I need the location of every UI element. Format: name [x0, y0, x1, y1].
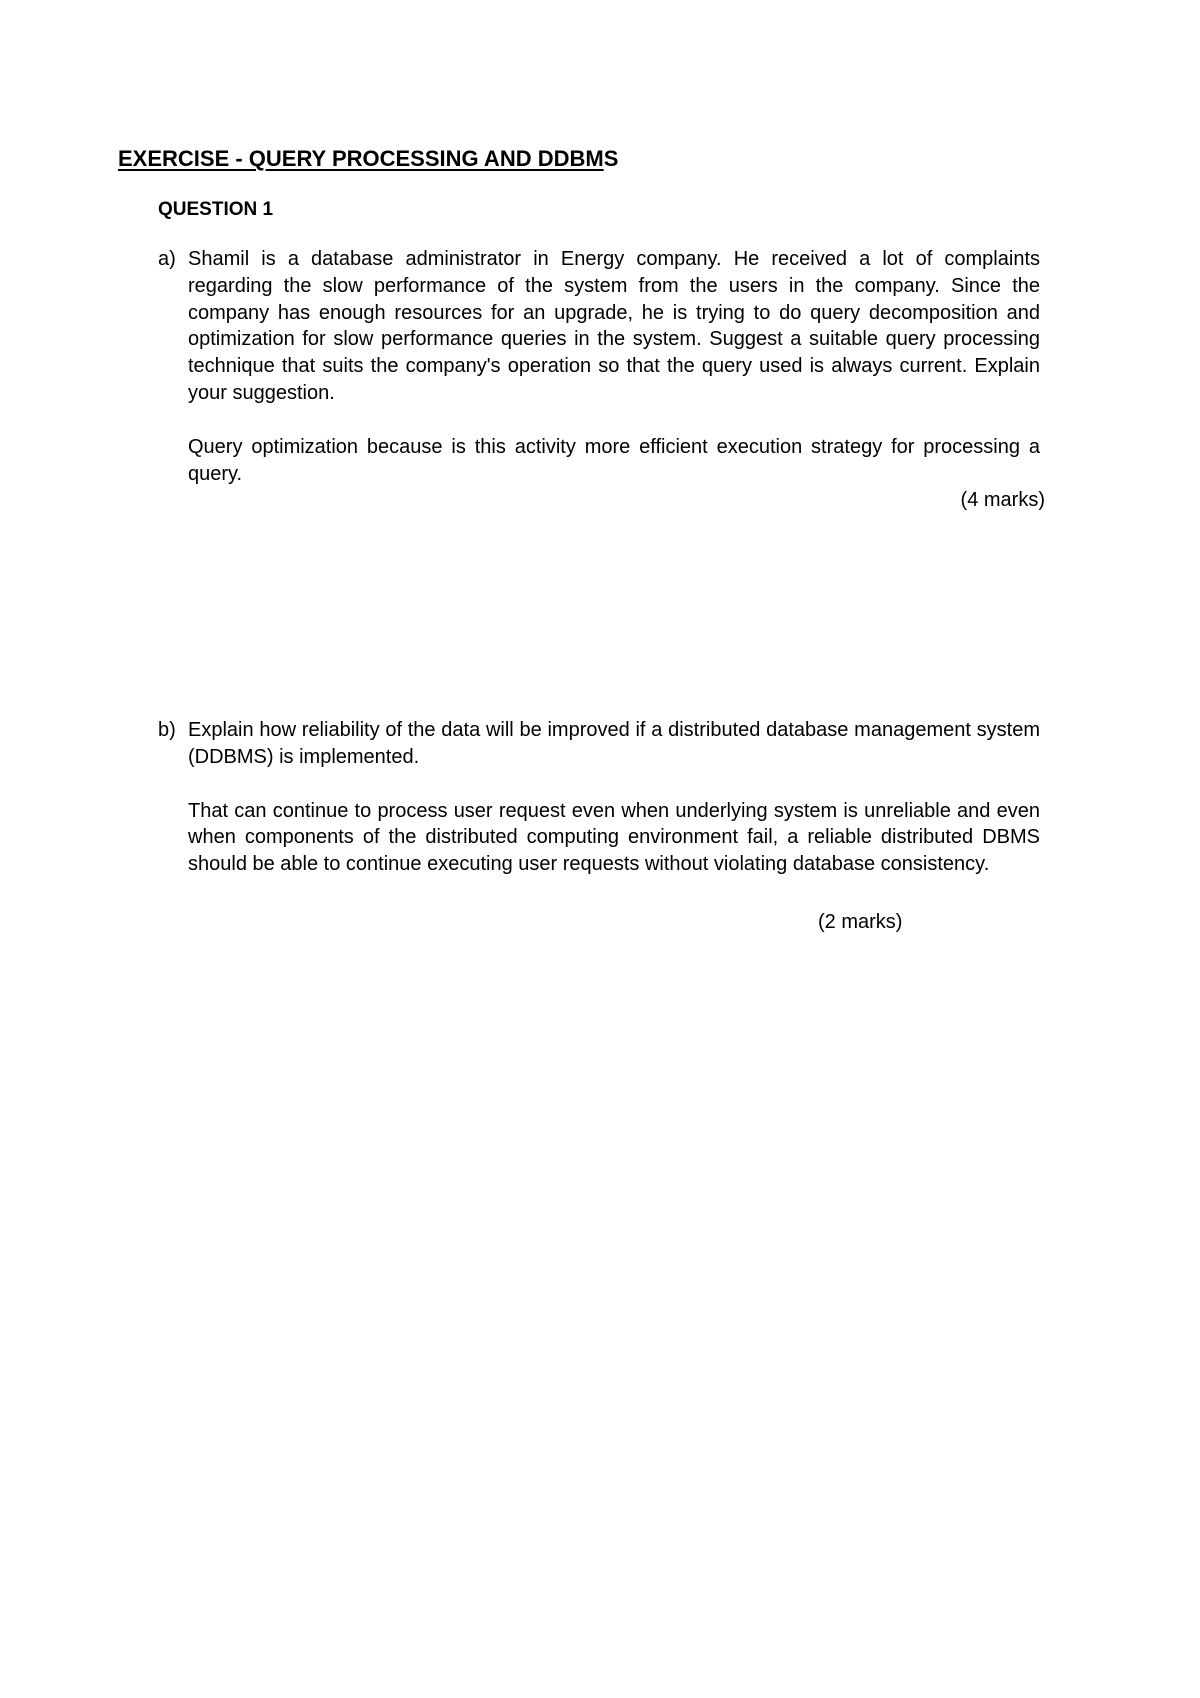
document-title-tail: S — [603, 146, 619, 171]
document-title — [118, 146, 618, 172]
answer-text-a: Query optimization because is this activity more efficient execution strategy for processing a query. — [188, 435, 1040, 485]
question-heading: QUESTION 1 — [158, 199, 274, 220]
question-text-a: Shamil is a database administrator in Energy company. He received a lot of complaints regarding the slow performance of the system from the users in the company. Since the company has enough resources for an upgrade, he is trying to do query decomposition and optimization for slow performance queries in the system. Suggest a suitable query processing technique that suits the company's operation so that the query used is always current. Explain your suggestion. — [188, 248, 1040, 404]
marks-b: (2 marks) — [818, 911, 903, 933]
document-title-underlined: EXERCISE - QUERY PROCESSING AND DDBM — [118, 146, 604, 171]
answer-text-b: That can continue to process user request even when underlying system is unreliable and even when components of the distributed computing environment fail, a reliable distributed DBMS should be able to continue executing user requests without violating database consistency. — [188, 799, 1040, 876]
item-letter-b: b) — [158, 719, 176, 741]
question-item-a — [158, 246, 1040, 487]
item-body-b — [188, 717, 1040, 878]
question-item-b — [158, 717, 1040, 878]
question-text-b: Explain how reliability of the data will be improved if a distributed database management system (DDBMS) is implemented. — [188, 719, 1040, 768]
marks-a: (4 marks) — [960, 489, 1045, 511]
item-letter-a: a) — [158, 248, 176, 270]
item-body-a — [188, 246, 1040, 487]
